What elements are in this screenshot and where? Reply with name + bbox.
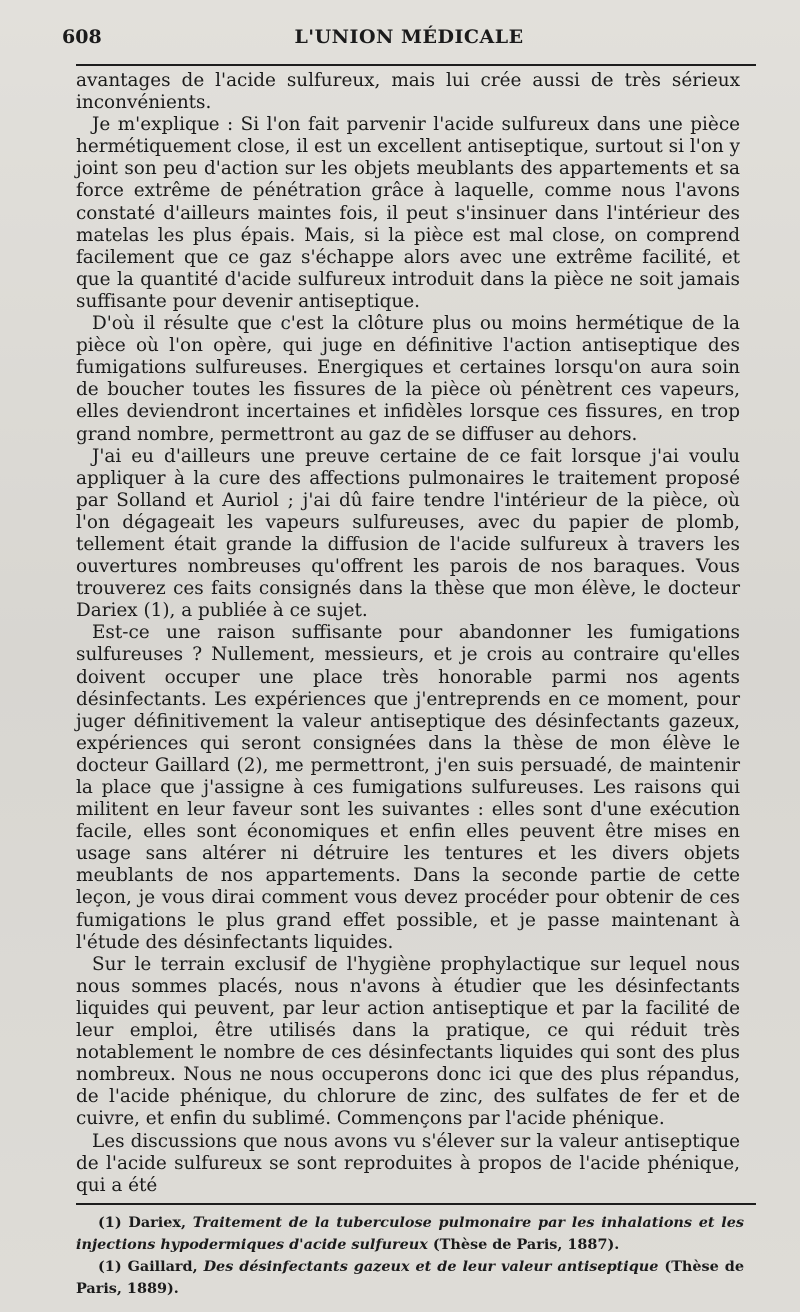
footnote-1-marker: (1) Dariex, — [98, 1214, 186, 1231]
footnote-1-title: Traitement de la tuberculose pulmonaire par les inhalations et les injections hypodermiques d'acide sulfureux — [76, 1214, 744, 1253]
running-title: L'UNION MÉDICALE — [294, 26, 524, 48]
footnote-2 — [76, 1256, 744, 1300]
body-text — [76, 70, 740, 1197]
paragraph-4: J'ai eu d'ailleurs une preuve certaine de ce fait lorsque j'ai voulu appliquer à la cure des affections pulmonaires le traitement proposé par Solland et Auriol ; j'ai dû faire tendre l'intérieur de la pièce, où l'on dégageait les vapeurs sulfureuses, avec du papier de plomb, tellement était grande la diffusion de l'acide sulfureux à travers les ouvertures nombreuses qu'offrent les parois de nos baraques. Vous trouverez ces faits consignés dans la thèse que mon élève, le docteur Dariex (1), a publiée à ce sujet. — [76, 445, 740, 622]
paragraph-7: Les discussions que nous avons vu s'élever sur la valeur antiseptique de l'acide sulfureux se sont reproduites à propos de l'acide phénique, qui a été — [76, 1130, 740, 1196]
footnote-2-title: Des désinfectants gazeux et de leur valeur antiseptique — [203, 1258, 659, 1275]
paragraph-5: Est-ce une raison suffisante pour abandonner les fumigations sulfureuses ? Nullement, messieurs, et je crois au contraire qu'elles doivent occuper une place très honorable parmi nos agents désinfectants. Les expériences que j'entreprends en ce moment, pour juger définitivement la valeur antiseptique des désinfectants gazeux, expériences qui seront consignées dans la thèse de mon élève le docteur Gaillard (2), me permettront, j'en suis persuadé, de maintenir la place que j'assigne à ces fumigations sulfureuses. Les raisons qui militent en leur faveur sont les suivantes : elles sont d'une exécution facile, elles sont économiques et enfin elles peuvent être mises en usage sans altérer ni détruire les tentures et les divers objets meublants de nos appartements. Dans la seconde partie de cette leçon, je vous dirai comment vous devez procéder pour obtenir de ces fumigations le plus grand effet possible, et je passe maintenant à l'étude des désinfectants liquides. — [76, 622, 740, 953]
footnote-2-marker: (1) Gaillard, — [98, 1258, 198, 1275]
footnote-1-tail: (Thèse de Paris, 1887). — [432, 1236, 620, 1253]
paragraph-1: avantages de l'acide sulfureux, mais lui crée aussi de très sérieux inconvénients. — [76, 70, 740, 114]
header-rule — [76, 64, 756, 66]
footnote-1 — [76, 1212, 744, 1256]
paragraph-3: D'où il résulte que c'est la clôture plus ou moins hermétique de la pièce où l'on opère, qui juge en définitive l'action antiseptique des fumigations sulfureuses. Energiques et certaines lorsqu'on aura soin de boucher toutes les fissures de la pièce où pénètrent ces vapeurs, elles deviendront incertaines et infidèles lorsque ces fissures, en trop grand nombre, permettront au gaz de se diffuser au dehors. — [76, 313, 740, 445]
paragraph-6: Sur le terrain exclusif de l'hygiène prophylactique sur lequel nous nous sommes placés, nous n'avons à étudier que les désinfectants liquides qui peuvent, par leur action antiseptique et par la facilité de leur emploi, être utilisés dans la pratique, ce qui réduit très notablement le nombre de ces désinfectants liquides qui sont des plus nombreux. Nous ne nous occuperons donc ici que des plus répandus, de l'acide phénique, du chlorure de zinc, des sulfates de fer et de cuivre, et enfin du sublimé. Commençons par l'acide phénique. — [76, 953, 740, 1130]
page-header — [62, 26, 756, 60]
paragraph-2: Je m'explique : Si l'on fait parvenir l'acide sulfureux dans une pièce hermétiquement close, il est un excellent antiseptique, surtout si l'on y joint son peu d'action sur les objets meublants des appartements et sa force extrême de pénétration grâce à laquelle, comme nous l'avons constaté d'ailleurs maintes fois, il peut s'insinuer dans l'intérieur des matelas les plus épais. Mais, si la pièce est mal close, on comprend facilement que ce gaz s'échappe alors avec une extrême facilité, et que la quantité d'acide sulfureux introduit dans la pièce ne soit jamais suffisante pour devenir antiseptique. — [76, 114, 740, 312]
page-number: 608 — [62, 26, 102, 48]
footnote-2-tail: (Thèse de Paris, 1889). — [76, 1258, 744, 1297]
footnotes — [76, 1212, 744, 1300]
footnote-rule — [76, 1203, 756, 1205]
